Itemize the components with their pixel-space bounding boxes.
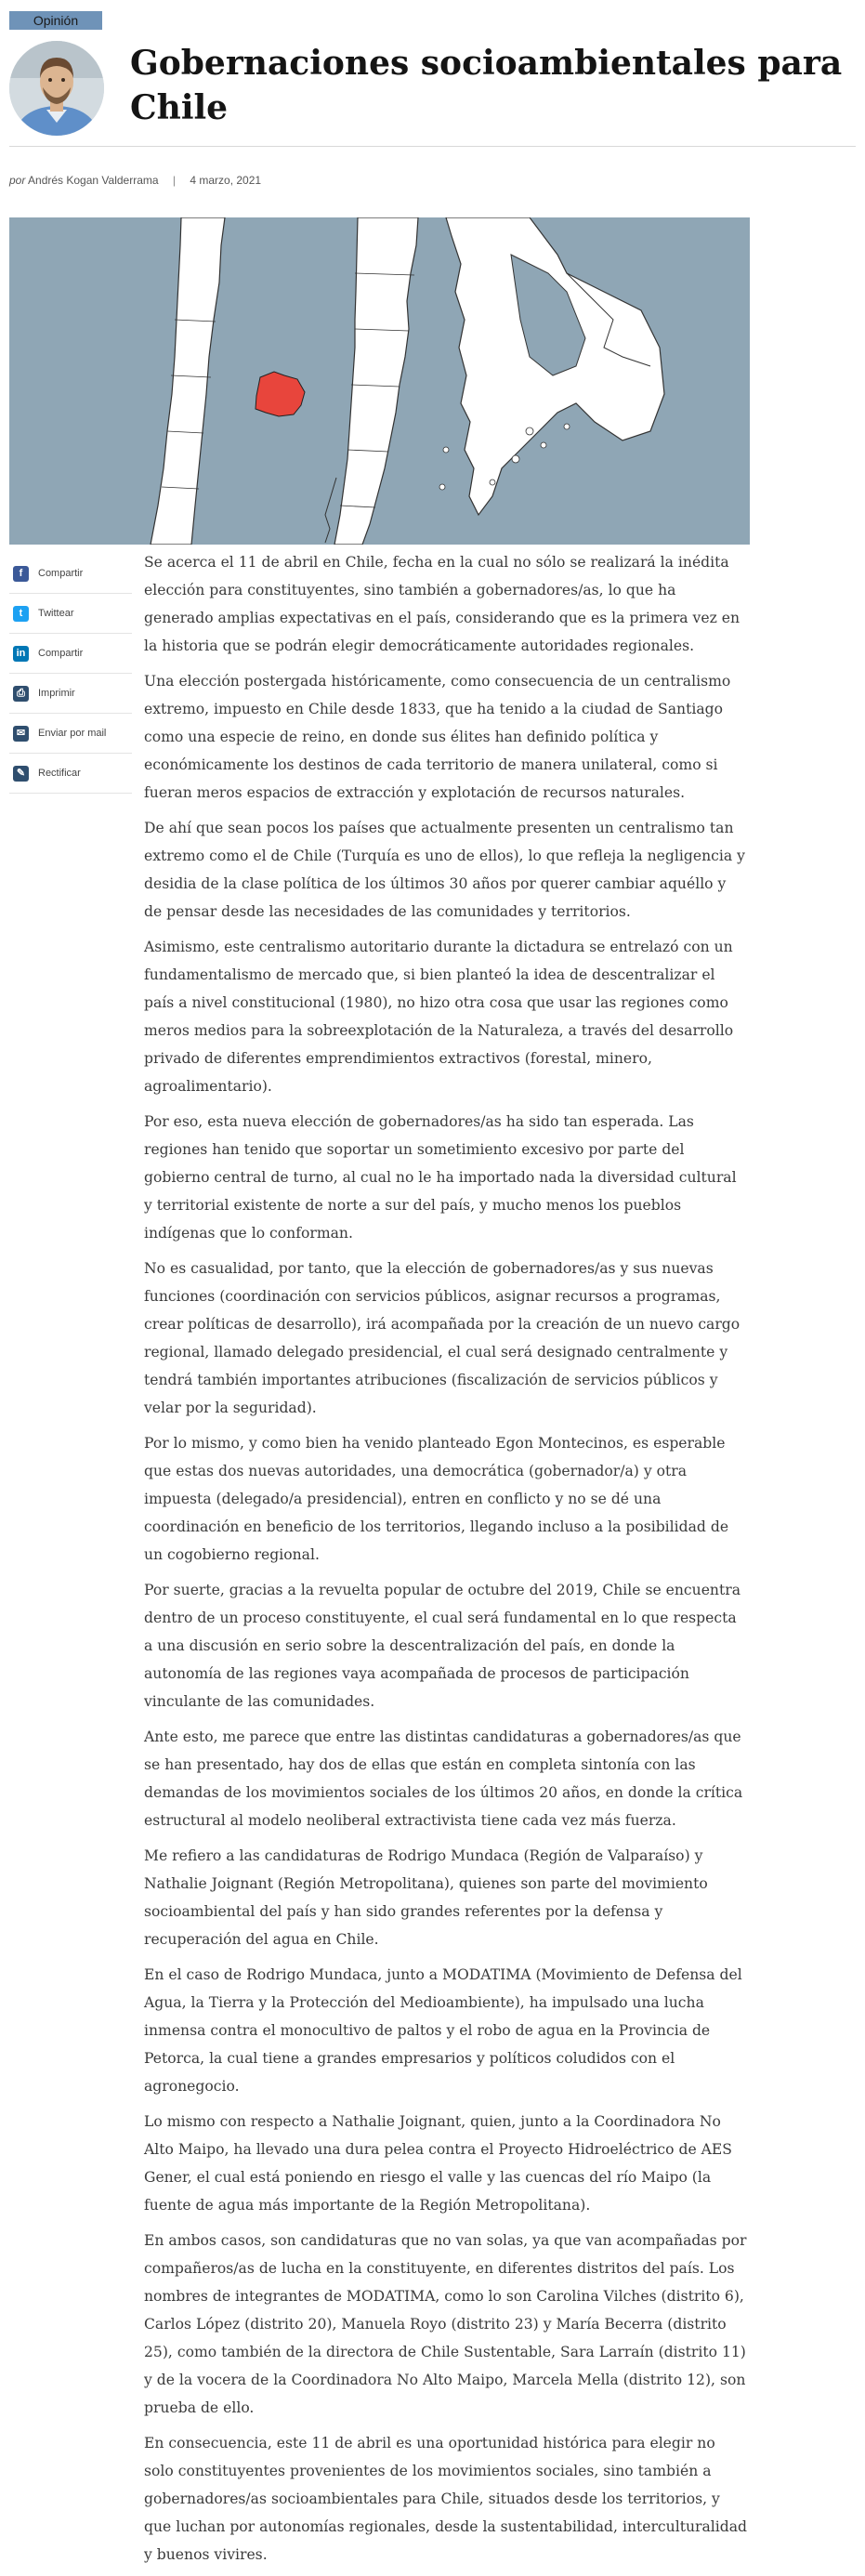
chile-regions-map <box>9 217 750 545</box>
share-label: Twittear <box>38 608 74 619</box>
article-paragraph: En el caso de Rodrigo Mundaca, junto a MODATIMA (Movimiento de Defensa del Agua, la Tierra y la Protección del Medioambiente), ha impulsado una lucha inmensa contra el monocultivo de paltos y el robo de agua en la Provincia de Petorca, la cual tiene a grandes empresarios y políticos coludidos con el agronegocio. <box>144 1966 742 2095</box>
article-paragraph: En consecuencia, este 11 de abril es una oportunidad histórica para elegir no solo constituyentes provenientes de los movimientos sociales, sino también a gobernadores/as socioambientales para Chile, situados desde los territorios, y que luchan por autonomías regionales, desde la sustentabilidad, interculturalidad y buenos vivires. <box>144 2435 747 2563</box>
share-facebook-button[interactable] <box>9 554 132 594</box>
share-label: Imprimir <box>38 688 75 699</box>
article-paragraph: Por suerte, gracias a la revuelta popular de octubre del 2019, Chile se encuentra dentro de un proceso constituyente, el cual será fundamental en lo que respecta a una discusión en serio sobre la descentralización del país, en donde la autonomía de las regiones vaya acompañada de procesos de participación vinculante de las comunidades. <box>144 1582 740 1710</box>
edit-icon: ✎ <box>13 766 29 782</box>
article-paragraph: Una elección postergada históricamente, como consecuencia de un centralismo extremo, impuesto en Chile desde 1833, que ha tenido a la ciudad de Santiago como una especie de reino, en donde sus élites han definido política y económicamente los destinos de cada territorio de manera unilateral, como si fueran meros espacios de extracción y explotación de recursos naturales. <box>144 673 731 801</box>
email-button[interactable] <box>9 714 132 754</box>
category-badge[interactable]: Opinión <box>9 11 102 30</box>
byline <box>9 174 261 187</box>
share-label: Enviar por mail <box>38 728 107 739</box>
byline-prefix: por <box>9 174 26 187</box>
share-label: Compartir <box>38 568 84 579</box>
share-linkedin-button[interactable] <box>9 634 132 674</box>
author-photo <box>9 41 104 136</box>
share-label: Rectificar <box>38 768 81 779</box>
share-twitter-button[interactable] <box>9 594 132 634</box>
facebook-icon: f <box>13 566 29 582</box>
author-avatar <box>9 41 104 136</box>
article-paragraph: Me refiero a las candidaturas de Rodrigo Mundaca (Región de Valparaíso) y Nathalie Joignant (Región Metropolitana), quienes son parte del movimiento socioambiental del país y han sido grandes referentes por la defensa y recuperación del agua en Chile. <box>144 1847 708 1948</box>
article-paragraph: Se acerca el 11 de abril en Chile, fecha en la cual no sólo se realizará la inédita elección para constituyentes, sino también a gobernadores/as, lo que ha generado amplias expectativas en el país, considerando que es la primera vez en la historia que se podrán elegir democráticamente autoridades regionales. <box>144 554 740 654</box>
article-body <box>144 548 748 2576</box>
byline-separator: | <box>172 174 177 187</box>
publish-date: 4 marzo, 2021 <box>190 174 262 187</box>
article-paragraph: No es casualidad, por tanto, que la elección de gobernadores/as y sus nuevas funciones (coordinación con servicios públicos, asignar recursos a programas, crear políticas de desarrollo), irá acompañada por la creación de un nuevo cargo regional, llamado delegado presidencial, el cual será designado centralmente y tendrá también importantes atribuciones (fiscalización de servicios públicos y velar por la seguridad). <box>144 1260 740 1416</box>
linkedin-icon: in <box>13 646 29 662</box>
article-paragraph: Asimismo, este centralismo autoritario durante la dictadura se entrelazó con un fundamentalismo de mercado que, si bien planteó la idea de descentralizar el país a nivel constitucional (1980), no hizo otra cosa que usar las regiones como meros medios para la sobreexplotación de la Naturaleza, a través del desarrollo privado de diferentes emprendimientos extractivos (forestal, minero, agroalimentario). <box>144 939 734 1095</box>
rectify-button[interactable] <box>9 754 132 794</box>
header-divider <box>9 146 856 147</box>
article-paragraph: Por eso, esta nueva elección de gobernadores/as ha sido tan esperada. Las regiones han tenido que soportar un sometimiento excesivo por parte del gobierno central de turno, al cual no le ha importado nada la diversidad cultural y territorial existente de norte a sur del país, y mucho menos los pueblos indígenas que lo conforman. <box>144 1113 737 1242</box>
article-title: Gobernaciones socioambientales para Chile <box>130 44 843 127</box>
article-paragraph: En ambos casos, son candidaturas que no van solas, ya que van acompañadas por compañeros/as de lucha en la constituyente, en diferentes distritos del país. Los nombres de integrantes de MODATIMA, como lo son Carolina Vilches (distrito 6), Carlos López (distrito 20), Manuela Royo (distrito 23) y María Becerra (distrito 25), como también de la directora de Chile Sustentable, Sara Larraín (distrito 11) y de la vocera de la Coordinadora No Alto Maipo, Marcela Mella (distrito 12), son prueba de ello. <box>144 2232 747 2416</box>
author-name[interactable]: Andrés Kogan Valderrama <box>28 174 159 187</box>
print-button[interactable] <box>9 674 132 714</box>
mail-icon: ✉ <box>13 726 29 742</box>
twitter-icon: t <box>13 606 29 622</box>
share-sidebar <box>9 554 132 794</box>
article-paragraph: Por lo mismo, y como bien ha venido planteado Egon Montecinos, es esperable que estas dos nuevas autoridades, una democrática (gobernador/a) y otra impuesta (delegado/a presidencial), entren en conflicto y no se dé una coordinación en beneficio de los territorios, llegando incluso a la posibilidad de un cogobierno regional. <box>144 1435 729 1563</box>
article-paragraph: Ante esto, me parece que entre las distintas candidaturas a gobernadores/as que se han presentado, hay dos de ellas que están en completa sintonía con las demandas de los movimientos sociales de los últimos 20 años, en donde la crítica estructural al modelo neoliberal extractivista tiene cada vez más fuerza. <box>144 1728 743 1829</box>
article-paragraph: De ahí que sean pocos los países que actualmente presenten un centralismo tan extremo como el de Chile (Turquía es uno de ellos), lo que refleja la negligencia y desidia de la clase política de los últimos 30 años por querer cambiar aquéllo y de pensar desde las necesidades de las comunidades y territorios. <box>144 820 745 920</box>
share-label: Compartir <box>38 648 84 659</box>
print-icon: ⎙ <box>13 686 29 702</box>
map-illustration <box>9 217 750 545</box>
article-paragraph: Lo mismo con respecto a Nathalie Joignant, quien, junto a la Coordinadora No Alto Maipo, ha llevado una dura pelea contra el Proyecto Hidroeléctrico de AES Gener, el cual está poniendo en riesgo el valle y las cuencas del río Maipo (la fuente de agua más importante de la Región Metropolitana). <box>144 2113 732 2214</box>
